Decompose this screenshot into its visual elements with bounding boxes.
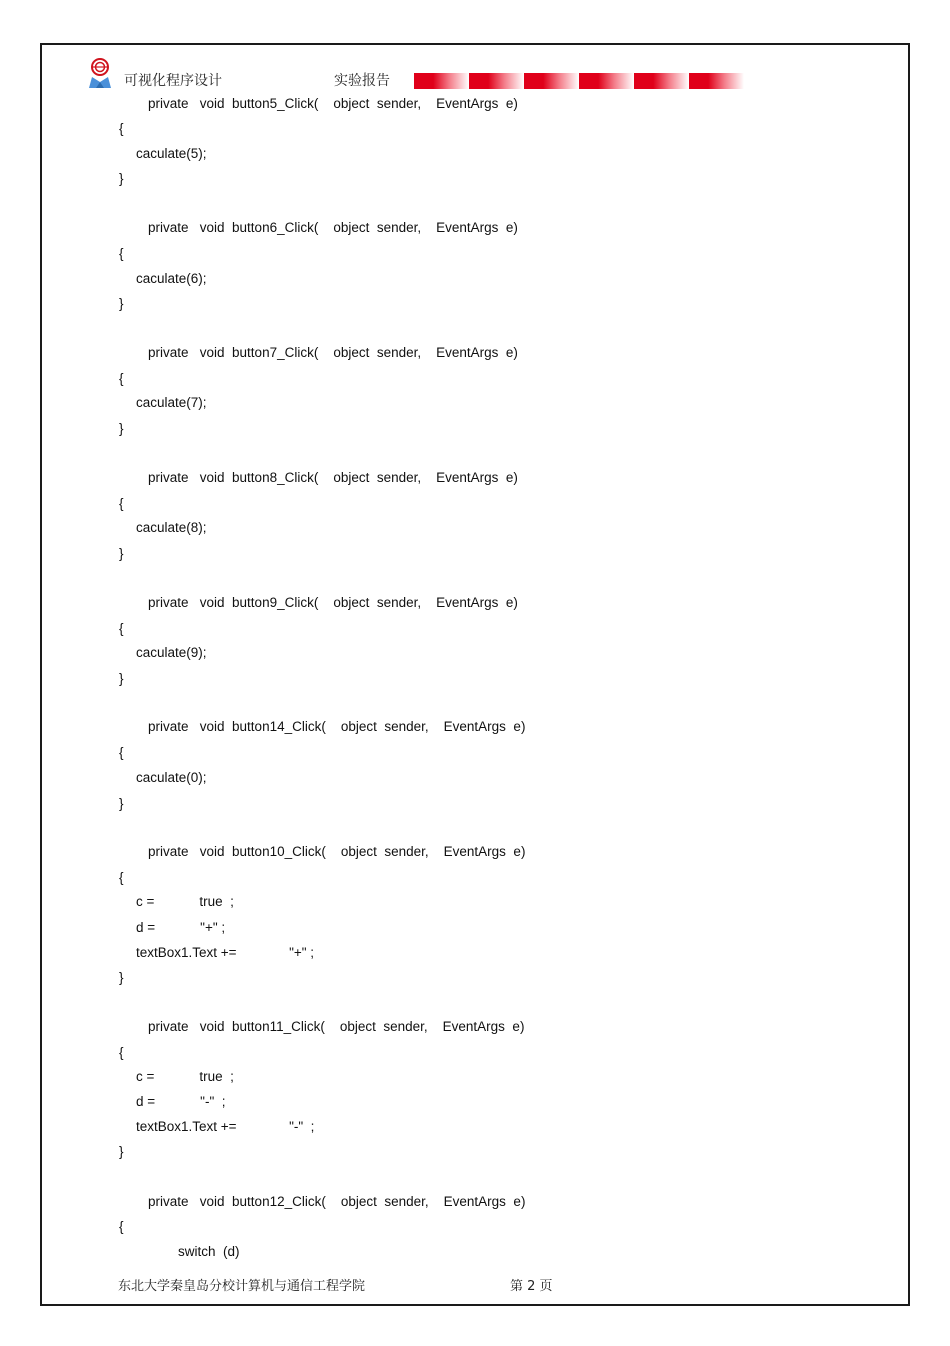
close-brace: }: [119, 546, 124, 561]
code-statement: caculate(6);: [136, 271, 207, 286]
footer-school-name: 东北大学秦皇岛分校计算机与通信工程学院: [118, 1279, 366, 1294]
code-statement: d = "+" ;: [136, 920, 226, 935]
stripe-block: [414, 73, 469, 89]
code-statement: caculate(0);: [136, 770, 207, 785]
method-signature: private void button12_Click( object sender, EventArgs e): [148, 1194, 526, 1209]
stripe-block: [689, 73, 744, 89]
close-brace: }: [119, 671, 124, 686]
open-brace: {: [119, 870, 124, 885]
close-brace: }: [119, 796, 124, 811]
university-emblem-icon: [88, 58, 112, 90]
close-brace: }: [119, 970, 124, 985]
method-signature: private void button7_Click( object sender, EventArgs e): [148, 345, 518, 360]
method-signature: private void button9_Click( object sender, EventArgs e): [148, 595, 518, 610]
stripe-block: [524, 73, 579, 89]
course-title: 可视化程序设计: [124, 73, 222, 89]
code-statement: textBox1.Text += "-" ;: [136, 1119, 315, 1134]
stripe-block: [579, 73, 634, 89]
close-brace: }: [119, 171, 124, 186]
open-brace: {: [119, 371, 124, 386]
stripe-block: [469, 73, 524, 89]
open-brace: {: [119, 745, 124, 760]
footer-page-number: 第 2 页: [510, 1279, 553, 1294]
open-brace: {: [119, 1219, 124, 1234]
open-brace: {: [119, 246, 124, 261]
method-signature: private void button10_Click( object sender, EventArgs e): [148, 844, 526, 859]
code-statement: switch (d): [178, 1244, 240, 1259]
code-statement: caculate(5);: [136, 146, 207, 161]
header-stripe-decoration: [414, 73, 744, 89]
open-brace: {: [119, 1045, 124, 1060]
code-statement: caculate(8);: [136, 520, 207, 535]
close-brace: }: [119, 1144, 124, 1159]
close-brace: }: [119, 421, 124, 436]
method-signature: private void button11_Click( object sender, EventArgs e): [148, 1019, 525, 1034]
open-brace: {: [119, 621, 124, 636]
method-signature: private void button8_Click( object sender, EventArgs e): [148, 470, 518, 485]
code-statement: c = true ;: [136, 894, 234, 909]
code-statement: caculate(7);: [136, 395, 207, 410]
stripe-block: [634, 73, 689, 89]
method-signature: private void button14_Click( object sender, EventArgs e): [148, 719, 526, 734]
code-statement: caculate(9);: [136, 645, 207, 660]
report-title: 实验报告: [334, 73, 390, 89]
open-brace: {: [119, 496, 124, 511]
code-statement: c = true ;: [136, 1069, 234, 1084]
method-signature: private void button6_Click( object sender, EventArgs e): [148, 220, 518, 235]
method-signature: private void button5_Click( object sender, EventArgs e): [148, 96, 518, 111]
open-brace: {: [119, 121, 124, 136]
code-statement: textBox1.Text += "+" ;: [136, 945, 315, 960]
code-statement: d = "-" ;: [136, 1094, 226, 1109]
close-brace: }: [119, 296, 124, 311]
